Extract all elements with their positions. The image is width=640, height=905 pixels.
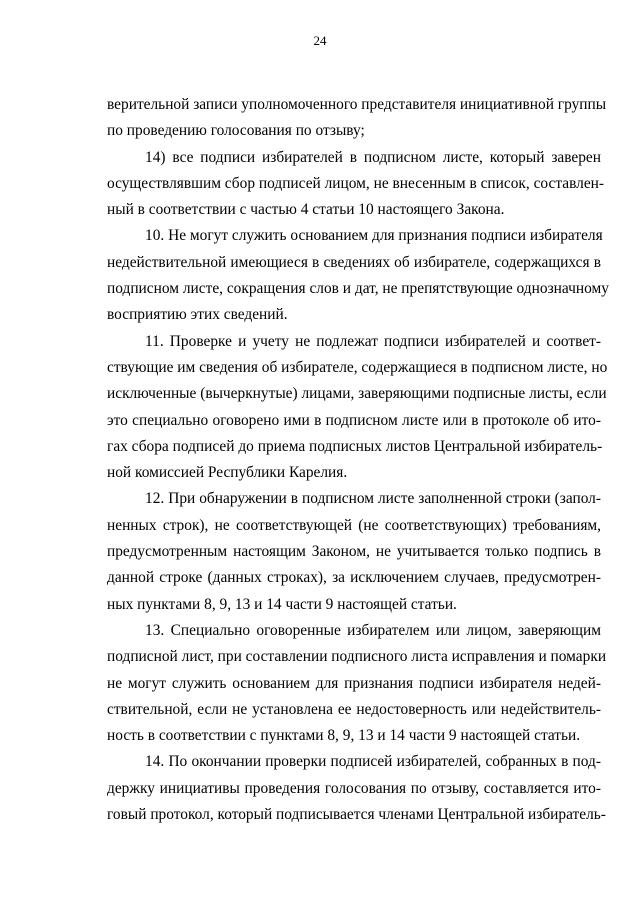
text-line: верительной записи уполномоченного представителя инициативной группы [107, 96, 607, 113]
text-line: предусмотренным настоящим Законом, не учитывается только подпись в [107, 543, 601, 561]
text-line: ность в соответствии с пунктами 8, 9, 13 и 14 части 9 настоящей статьи. [107, 727, 581, 745]
text-line: ный в соответствии с частью 4 статьи 10 настоящего Закона. [107, 201, 505, 219]
text-line: не могут служить основанием для признания подписи избирателя недей- [107, 674, 601, 692]
text-line: это специально оговорено ими в подписном листе или в протоколе об ито- [107, 411, 601, 429]
text-line: по проведению голосования по отзыву; [107, 122, 365, 140]
text-line: держку инициативы проведения голосования по отзыву, составляется ито- [107, 779, 601, 797]
text-line: гах сбора подписей до приема подписных листов Центральной избиратель- [107, 437, 603, 455]
text-line: исключенные (вычеркнутые) лицами, заверяющими подписные листы, если [107, 385, 607, 403]
text-line: 13. Специально оговоренные избирателем или лицом, заверяющим [145, 621, 601, 639]
text-line: 14) все подписи избирателей в подписном листе, который заверен [145, 148, 601, 166]
text-line: ных пунктами 8, 9, 13 и 14 части 9 настоящей статьи. [107, 595, 457, 613]
text-line: ствительной, если не установлена ее недостоверность или недействитель- [107, 700, 601, 718]
text-line: подписном листе, сокращения слов и дат, не препятствующие однозначному [107, 280, 609, 298]
text-line: восприятию этих сведений. [107, 306, 288, 324]
text-line: 12. При обнаружении в подписном листе заполненной строки (запол- [145, 490, 601, 508]
text-line: 11. Проверке и учету не подлежат подписи избирателей и соответ- [145, 332, 601, 350]
text-line: говый протокол, который подписывается членами Центральной избиратель- [107, 806, 606, 824]
text-line: ненных строк), не соответствующей (не соответствующих) требованиям, [107, 516, 601, 534]
text-line: 14. По окончании проверки подписей избирателей, собранных в под- [145, 753, 601, 771]
body-text [107, 92, 609, 828]
text-line: осуществлявшим сбор подписей лицом, не внесенным в список, составлен- [107, 174, 605, 192]
text-line: 10. Не могут служить основанием для признания подписи избирателя [145, 227, 603, 245]
text-line: данной строке (данных строках), за исключением случаев, предусмотрен- [107, 569, 601, 587]
text-line: недействительной имеющиеся в сведениях об избирателе, содержащихся в [107, 253, 601, 271]
page-number: 24 [313, 33, 327, 48]
text-line: подписной лист, при составлении подписного листа исправления и помарки [107, 648, 607, 666]
text-line: ной комиссией Республики Карелия. [107, 464, 348, 482]
text-line: ствующие им сведения об избирателе, содержащиеся в подписном листе, но [107, 358, 608, 376]
